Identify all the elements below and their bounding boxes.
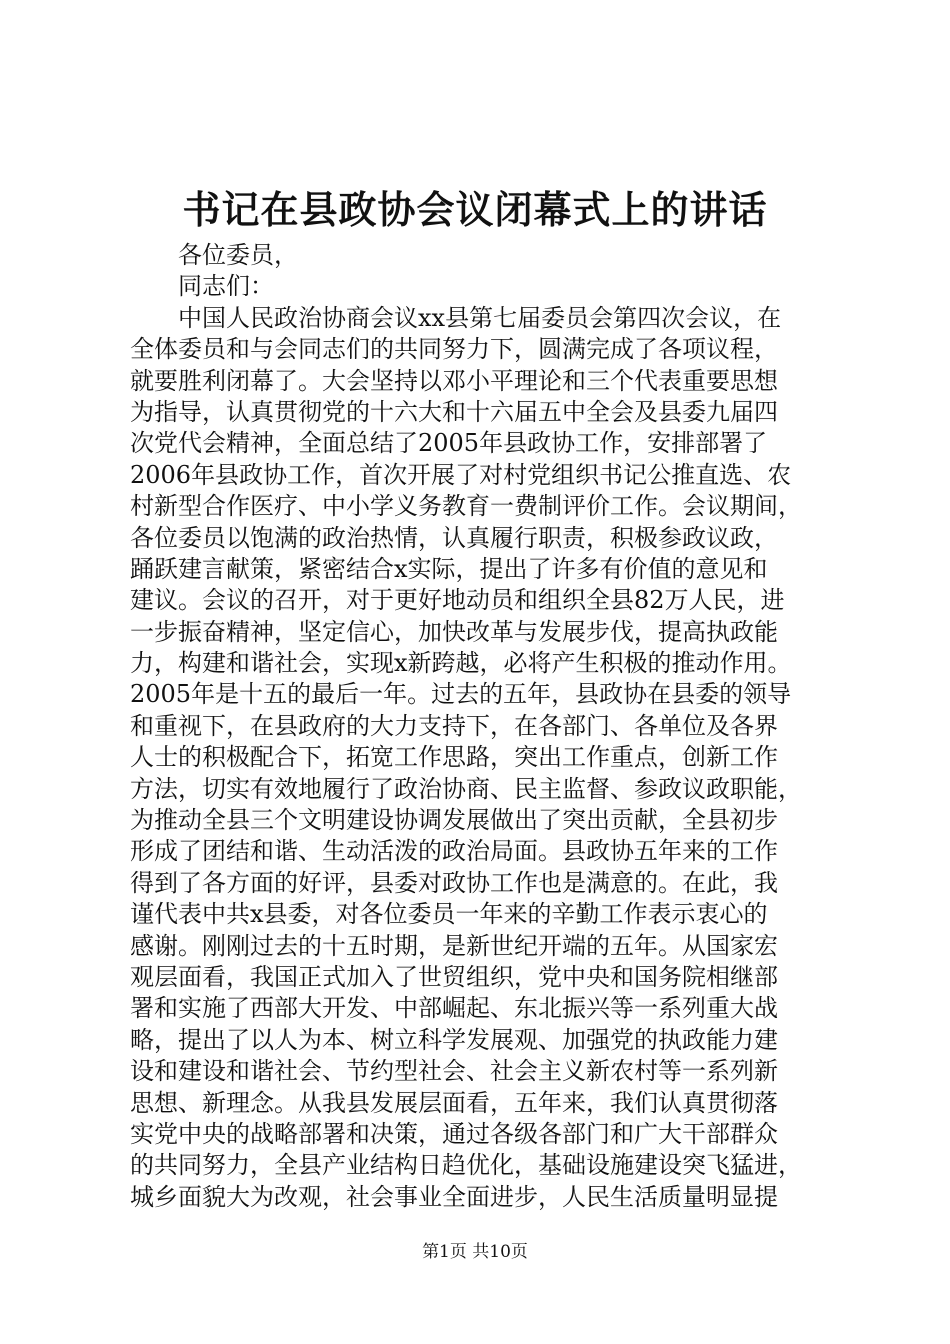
body-line: 中国人民政治协商会议xx县第七届委员会第四次会议，在 (178, 303, 782, 332)
page-number-footer: 第1页 共10页 (422, 1242, 528, 1262)
body-line: 建议。会议的召开，对于更好地动员和组织全县82万人民，进 (130, 586, 785, 615)
body-line: 城乡面貌大为改观，社会事业全面进步，人民生活质量明显提 (130, 1182, 778, 1211)
body-line: 各位委员， (178, 241, 298, 269)
body-line: 一步振奋精神，坚定信心，加快改革与发展步伐，提高执政能 (130, 617, 778, 646)
body-line: 形成了团结和谐、生动活泼的政治局面。县政协五年来的工作 (130, 837, 778, 866)
body-line: 次党代会精神，全面总结了2005年县政协工作，安排部署了 (130, 429, 768, 458)
body-line: 方法，切实有效地履行了政治协商、民主监督、参政议政职能， (130, 774, 802, 803)
body-line: 村新型合作医疗、中小学义务教育一费制评价工作。会议期间， (130, 492, 802, 521)
body-line: 署和实施了西部大开发、中部崛起、东北振兴等一系列重大战 (130, 994, 778, 1023)
body-line: 感谢。刚刚过去的十五时期，是新世纪开端的五年。从国家宏 (130, 931, 778, 960)
body-line: 得到了各方面的好评，县委对政协工作也是满意的。在此，我 (130, 868, 778, 897)
body-line: 和重视下，在县政府的大力支持下，在各部门、各单位及各界 (130, 711, 778, 740)
body-line: 2005年是十五的最后一年。过去的五年，县政协在县委的领导 (130, 680, 792, 709)
body-line: 实党中央的战略部署和决策，通过各级各部门和广大干部群众 (130, 1119, 778, 1148)
body-line: 思想、新理念。从我县发展层面看，五年来，我们认真贯彻落 (130, 1088, 778, 1117)
body-line: 力，构建和谐社会，实现x新跨越，必将产生积极的推动作用。 (130, 649, 792, 678)
body-line: 全体委员和与会同志们的共同努力下，圆满完成了各项议程， (130, 335, 778, 364)
body-line: 同志们： (178, 272, 274, 301)
body-line: 的共同努力，全县产业结构日趋优化，基础设施建设突飞猛进， (130, 1151, 802, 1180)
body-line: 为指导，认真贯彻党的十六大和十六届五中全会及县委九届四 (130, 397, 778, 426)
body-line: 谨代表中共x县委，对各位委员一年来的辛勤工作表示衷心的 (130, 900, 768, 929)
body-line: 观层面看，我国正式加入了世贸组织，党中央和国务院相继部 (130, 962, 778, 991)
document-title: 书记在县政协会议闭幕式上的讲话 (182, 187, 768, 232)
body-line: 踊跃建言献策，紧密结合x实际，提出了许多有价值的意见和 (130, 554, 768, 583)
body-line: 人士的积极配合下，拓宽工作思路，突出工作重点，创新工作 (130, 743, 778, 772)
document-body (130, 240, 835, 1213)
body-line: 略，提出了以人为本、树立科学发展观、加强党的执政能力建 (130, 1025, 778, 1054)
body-line: 为推动全县三个文明建设协调发展做出了突出贡献，全县初步 (130, 806, 778, 835)
body-line: 设和建设和谐社会、节约型社会、社会主义新农村等一系列新 (130, 1057, 778, 1086)
body-line: 2006年县政协工作，首次开展了对村党组织书记公推直选、农 (130, 460, 792, 489)
body-line: 就要胜利闭幕了。大会坚持以邓小平理论和三个代表重要思想 (130, 366, 778, 395)
body-line: 各位委员以饱满的政治热情，认真履行职责，积极参政议政， (130, 523, 778, 552)
